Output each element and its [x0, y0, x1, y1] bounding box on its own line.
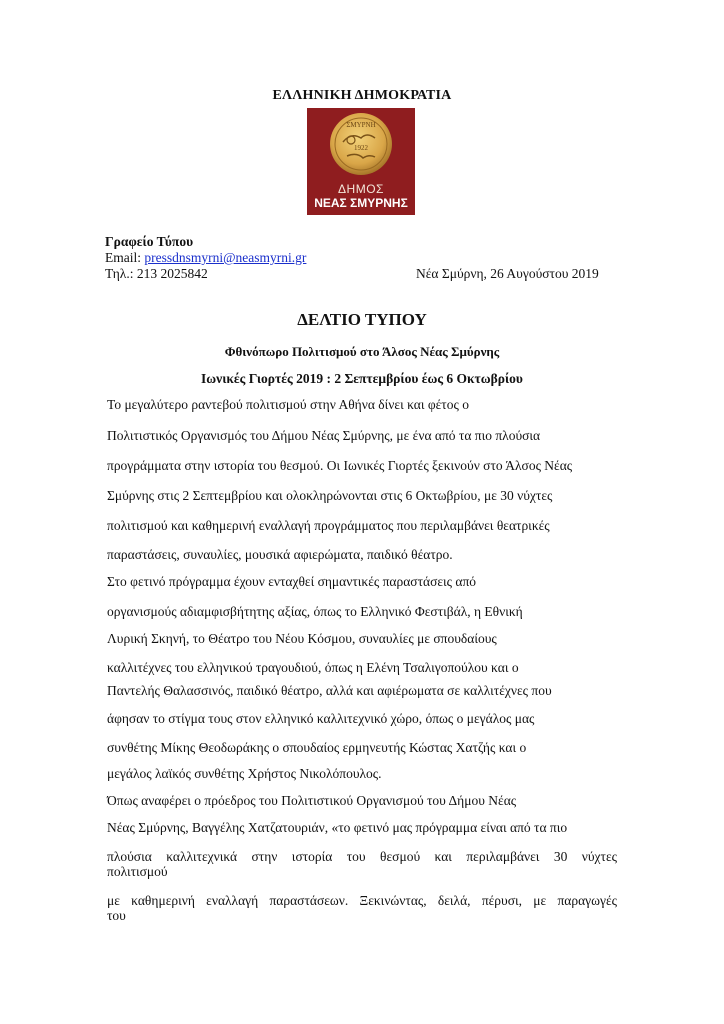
body-line: Όπως αναφέρει ο πρόεδρος του Πολιτιστικού Οργανισμού του Δήμου Νέας [107, 793, 517, 808]
logo-line-dimos: ΔΗΜΟΣ [338, 182, 384, 196]
body-line: παραστάσεις, συναυλίες, μουσικά αφιερώματα, παιδικό θέατρο. [107, 547, 453, 562]
body-line: Το μεγαλύτερο ραντεβού πολιτισμού στην Αθήνα δίνει και φέτος ο [107, 397, 469, 412]
logo-line-city: ΝΕΑΣ ΣΜΥΡΝΗΣ [314, 196, 408, 210]
body-line: μεγάλος λαϊκός συνθέτης Χρήστος Νικολόπουλος. [107, 766, 382, 781]
state-heading: ΕΛΛΗΝΙΚΗ ΔΗΜΟΚΡΑΤΙΑ [272, 88, 452, 103]
svg-text:ΣΜΥΡΝΗ: ΣΜΥΡΝΗ [346, 121, 376, 129]
svg-text:1922: 1922 [354, 144, 368, 152]
body-line: καλλιτέχνες του ελληνικού τραγουδιού, όπως η Ελένη Τσαλιγοπούλου και ο [107, 660, 519, 675]
press-office-label: Γραφείο Τύπου [105, 234, 194, 249]
municipality-logo [307, 108, 415, 215]
document-title: ΔΕΛΤΙΟ ΤΥΠΟΥ [297, 310, 427, 329]
body-line-justified: με καθημερινή εναλλαγή παραστάσεων. Ξεκινώντας, δειλά, πέρυσι, με παραγωγές [107, 893, 617, 908]
email-link[interactable]: pressdnsmyrni@neasmyrni.gr [144, 250, 307, 265]
body-line: προγράμματα στην ιστορία του θεσμού. Οι Ιωνικές Γιορτές ξεκινούν στο Άλσος Νέας [107, 458, 573, 473]
body-line: Σμύρνης στις 2 Σεπτεμβρίου και ολοκληρώνονται στις 6 Οκτωβρίου, με 30 νύχτες [107, 488, 553, 503]
release-date: Νέα Σμύρνη, 26 Αυγούστου 2019 [416, 266, 599, 281]
body-line: συνθέτης Μίκης Θεοδωράκης ο σπουδαίος ερμηνευτής Κώστας Χατζής και ο [107, 740, 527, 755]
body-line: άφησαν το στίγμα τους στον ελληνικό καλλιτεχνικό χώρο, όπως ο μεγάλος μας [107, 711, 535, 726]
body-line-wrap: του [107, 908, 126, 923]
body-line: Πολιτιστικός Οργανισμός του Δήμου Νέας Σμύρνης, με ένα από τα πιο πλούσια [107, 428, 541, 443]
body-line: πολιτισμού και καθημερινή εναλλαγή προγράμματος που περιλαμβάνει θεατρικές [107, 518, 550, 533]
body-line-wrap: πολιτισμού [107, 864, 168, 879]
body-line: οργανισμούς αδιαμφισβήτητης αξίας, όπως το Ελληνικό Φεστιβάλ, η Εθνική [107, 604, 523, 619]
body-line: Στο φετινό πρόγραμμα έχουν ενταχθεί σημαντικές παραστάσεις από [107, 574, 477, 589]
email-label: Email: [105, 250, 145, 265]
email-row [105, 250, 306, 266]
subtitle-2: Ιωνικές Γιορτές 2019 : 2 Σεπτεμβρίου έως 6 Οκτωβρίου [201, 371, 523, 386]
body-line: Λυρική Σκηνή, το Θέατρο του Νέου Κόσμου, συναυλίες με σπουδαίους [107, 631, 497, 646]
subtitle-1: Φθινόπωρο Πολιτισμού στο Άλσος Νέας Σμύρνης [224, 344, 500, 359]
phone-number: Τηλ.: 213 2025842 [105, 266, 208, 281]
coin-emblem-icon [329, 112, 393, 176]
body-line: Νέας Σμύρνης, Βαγγέλης Χατζατουριάν, «το φετινό μας πρόγραμμα είναι από τα πιο [107, 820, 568, 835]
body-line: Παντελής Θαλασσινός, παιδικό θέατρο, αλλά και αφιέρωματα σε καλλιτέχνες που [107, 683, 552, 698]
body-line-justified: πλούσια καλλιτεχνικά στην ιστορία του θεσμού και περιλαμβάνει 30 νύχτες [107, 849, 617, 864]
